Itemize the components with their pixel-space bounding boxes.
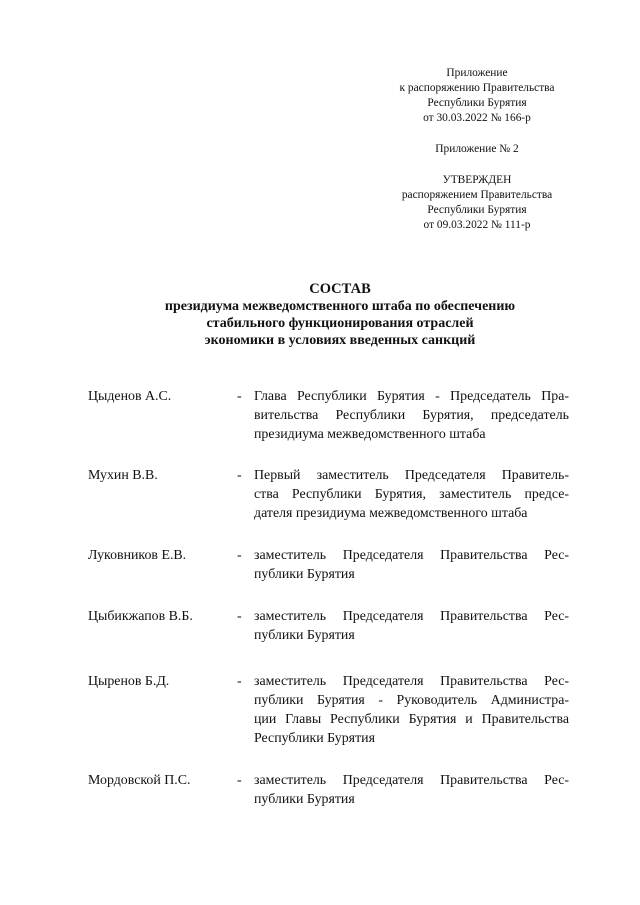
member-position-line: Республики Бурятия	[254, 731, 375, 746]
member-position-line: заместитель Председателя Правительства Рес-	[254, 548, 569, 563]
annex-1-line-2: к распоряжению Правительства	[399, 82, 555, 94]
annex-block-3	[372, 173, 582, 233]
member-position-line: дателя президиума межведомственного штаба	[254, 506, 528, 521]
member-name: Мордовской П.С.	[88, 773, 191, 788]
member-dash: -	[237, 773, 242, 788]
member-position	[254, 771, 569, 809]
member-position-line: публики Бурятия	[254, 792, 355, 807]
member-position-line: публики Бурятия	[254, 628, 355, 643]
annex-block-2	[372, 142, 582, 157]
member-position-line: публики Бурятия - Руководитель Администра-	[254, 693, 569, 708]
member-name: Цыбикжапов В.Б.	[88, 609, 193, 624]
member-position-line: заместитель Председателя Правительства Рес-	[254, 609, 569, 624]
member-position-line: вительства Республики Бурятия, председатель	[254, 408, 569, 423]
annex-1-line-1: Приложение	[446, 67, 508, 79]
member-position	[254, 672, 569, 748]
member-position-line: Первый заместитель Председателя Правитель-	[254, 468, 569, 483]
annex-3-line-1: УТВЕРЖДЕН	[442, 174, 512, 186]
annex-block-1	[372, 66, 582, 126]
member-name: Мухин В.В.	[88, 468, 158, 483]
member-position-line: ства Республики Бурятия, заместитель предсе-	[254, 487, 569, 502]
member-position-line: Глава Республики Бурятия - Председатель Пра-	[254, 389, 569, 404]
member-position-line: ции Главы Республики Бурятия и Правительства	[254, 712, 569, 727]
annex-2-line: Приложение № 2	[435, 143, 519, 155]
annex-3-line-4: от 09.03.2022 № 111-р	[423, 219, 531, 231]
annex-1-line-3: Республики Бурятия	[427, 97, 527, 109]
member-dash: -	[237, 468, 242, 483]
title-main: СОСТАВ	[309, 281, 371, 297]
annex-3-line-2: распоряжением Правительства	[401, 189, 553, 201]
member-position	[254, 607, 569, 645]
member-position-line: заместитель Председателя Правительства Рес-	[254, 773, 569, 788]
annex-3-line-3: Республики Бурятия	[427, 204, 527, 216]
member-position-line: публики Бурятия	[254, 567, 355, 582]
member-name: Цыденов А.С.	[88, 389, 172, 404]
title-subtitle-line-1: президиума межведомственного штаба по обеспечению	[164, 299, 516, 314]
member-name: Цыренов Б.Д.	[88, 674, 170, 689]
title-subtitle-line-3: экономики в условиях введенных санкций	[204, 333, 476, 348]
member-position-line: президиума межведомственного штаба	[254, 427, 486, 442]
member-dash: -	[237, 548, 242, 563]
member-position	[254, 546, 569, 584]
member-position	[254, 387, 569, 444]
member-position-line: заместитель Председателя Правительства Рес-	[254, 674, 569, 689]
member-dash: -	[237, 389, 242, 404]
member-position	[254, 466, 569, 523]
member-dash: -	[237, 609, 242, 624]
document-title	[100, 281, 580, 349]
title-subtitle-line-2: стабильного функционирования отраслей	[206, 316, 474, 331]
member-name: Луковников Е.В.	[88, 548, 187, 563]
member-dash: -	[237, 674, 242, 689]
annex-1-line-4: от 30.03.2022 № 166-р	[423, 112, 531, 124]
